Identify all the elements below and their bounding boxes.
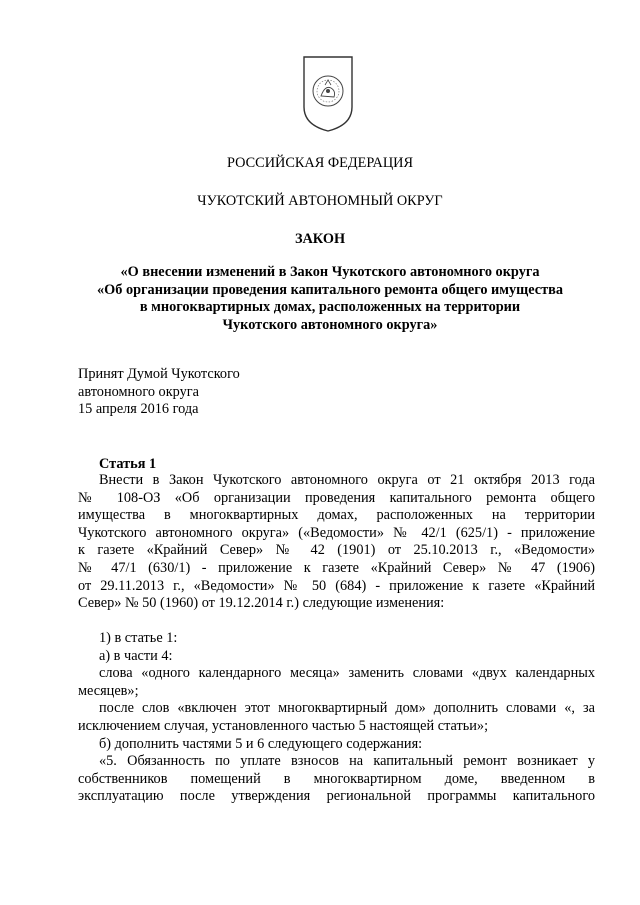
amendment-items <box>78 630 595 806</box>
country-heading: РОССИЙСКАЯ ФЕДЕРАЦИЯ <box>227 155 413 171</box>
text-line: № 47/1 (630/1) - приложение к газете «Крайний Север» № 47 (1906) <box>78 559 595 576</box>
document-type-heading: ЗАКОН <box>294 231 346 247</box>
adoption-date: 15 апреля 2016 года <box>78 401 199 417</box>
list-item: а) в части 4: <box>99 647 173 664</box>
law-title-line: «Об организации проведения капитального ремонта общего имущества <box>96 281 564 298</box>
text-line: «5. Обязанность по уплате взносов на капитальный ремонт возникает у <box>99 753 595 770</box>
text-line: месяцев»; <box>78 682 139 699</box>
law-title-line: в многоквартирных домах, расположенных на территории <box>139 299 521 315</box>
article-heading: Статья 1 <box>99 456 157 472</box>
text-line: к газете «Крайний Север» № 42 (1901) от 25.10.2013 г., «Ведомости» <box>78 542 595 559</box>
text-line: имущества в многоквартирных домах, расположенных на территории <box>78 507 595 524</box>
list-item: 1) в статье 1: <box>99 630 178 646</box>
law-title-line: «О внесении изменений в Закон Чукотского автономного округа <box>120 264 540 280</box>
list-item: б) дополнить частями 5 и 6 следующего содержания: <box>99 735 423 752</box>
text-line: исключением случая, установленного частью 5 настоящей статьи»; <box>78 717 489 734</box>
coat-of-arms-emblem <box>301 55 355 133</box>
text-line: № 108-ОЗ «Об организации проведения капитального ремонта общего <box>78 489 595 506</box>
article-1-text <box>78 472 595 613</box>
adoption-block <box>78 366 240 419</box>
law-title <box>60 264 600 334</box>
text-line: Север» № 50 (1960) от 19.12.2014 г.) следующие изменения: <box>78 595 445 612</box>
text-line: собственников помещений в многоквартирном доме, введенном в <box>78 770 595 787</box>
text-line: Чукотского автономного округа» («Ведомости» № 42/1 (625/1) - приложение <box>78 524 595 541</box>
text-line: слова «одного календарного месяца» заменить словами «двух календарных <box>99 665 595 682</box>
region-heading: ЧУКОТСКИЙ АВТОНОМНЫЙ ОКРУГ <box>197 193 443 209</box>
text-line: Внести в Закон Чукотского автономного округа от 21 октября 2013 года <box>99 472 595 488</box>
text-line: эксплуатацию после утверждения региональной программы капитального <box>78 788 595 805</box>
adoption-line: Принят Думой Чукотского <box>78 366 240 382</box>
text-line: после слов «включен этот многоквартирный дом» дополнить словами «, за <box>99 700 595 717</box>
law-title-line: Чукотского автономного округа» <box>222 316 438 333</box>
text-line: от 29.11.2013 г., «Ведомости» № 50 (684) - приложение к газете «Крайний <box>78 577 595 594</box>
adoption-line: автономного округа <box>78 383 199 400</box>
